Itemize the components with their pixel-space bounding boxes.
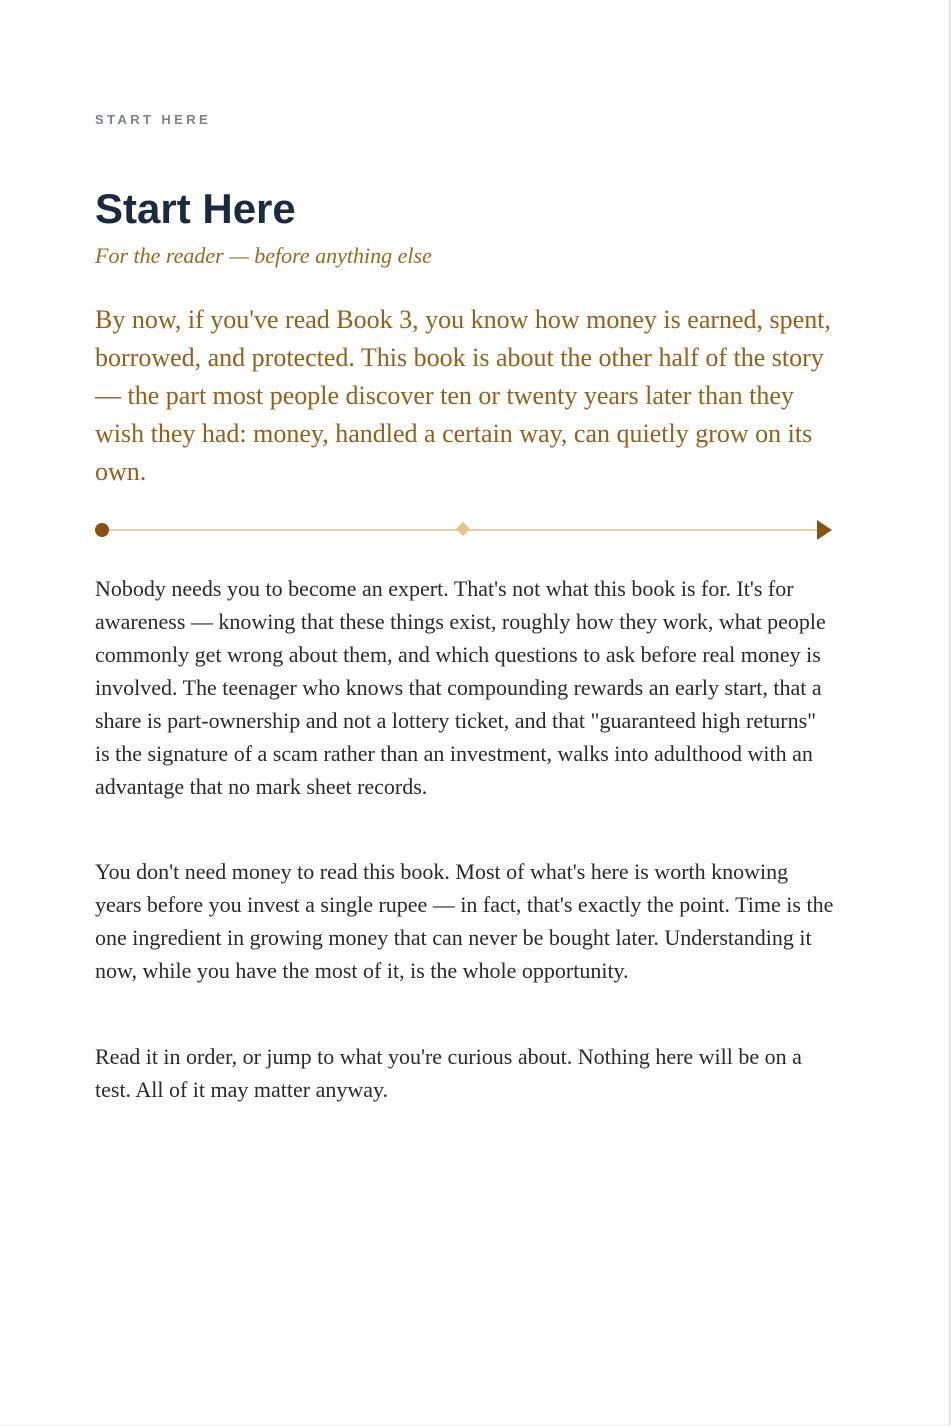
timeline-divider	[95, 517, 835, 543]
lead-paragraph: By now, if you've read Book 3, you know how money is earned, spent, borrowed, and protected. This book is about the other half of the story — the part most people discover ten or twenty years later than they wish they had: money, handled a certain way, can quietly grow on its own.	[95, 305, 831, 486]
page-subtitle: For the reader — before anything else	[95, 243, 432, 268]
section-label: START HERE	[95, 112, 212, 127]
divider-arrow-icon	[817, 520, 832, 540]
divider-start-dot-icon	[95, 523, 109, 537]
page-title: Start Here	[95, 185, 296, 232]
divider-diamond-icon	[456, 522, 470, 536]
timeline-divider-graphic	[95, 517, 835, 543]
body-paragraph: You don't need money to read this book. Most of what's here is worth knowing years before you invest a single rupee — in fact, that's exactly the point. Time is the one ingredient in growing money that can never be bought later. Understanding it now, while you have the most of it, is the whole opportunity.	[95, 859, 834, 983]
body-paragraph: Nobody needs you to become an expert. That's not what this book is for. It's for awareness — knowing that these things exist, roughly how they work, what people commonly get wrong about them, and which questions to ask before real money is involved. The teenager who knows that compounding rewards an early start, that a share is part-ownership and not a lottery ticket, and that "guaranteed high returns" is the signature of a scam rather than an investment, walks into adulthood with an advantage that no mark sheet records.	[95, 576, 826, 799]
body-paragraph: Read it in order, or jump to what you're curious about. Nothing here will be on a test. All of it may matter anyway.	[95, 1044, 802, 1102]
